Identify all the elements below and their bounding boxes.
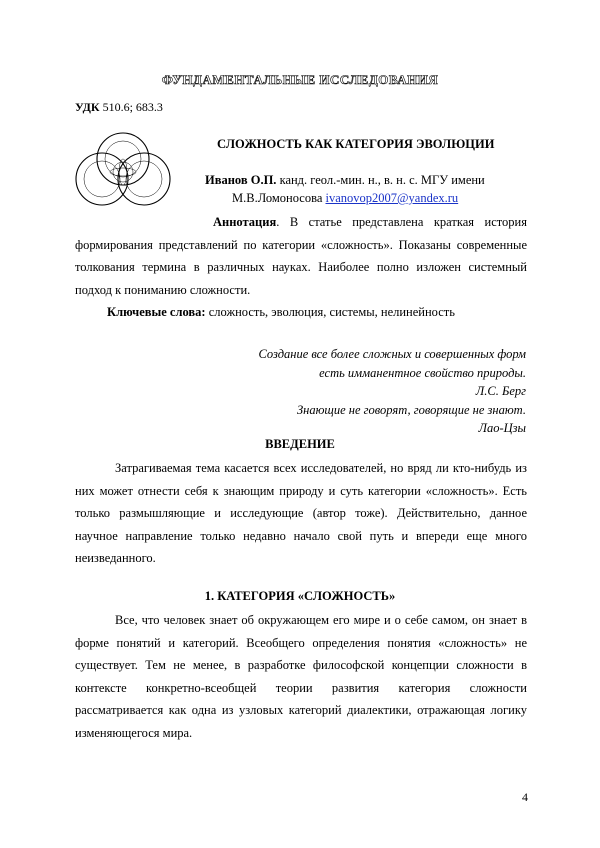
journal-header: ФУНДАМЕНТАЛЬНЫЕ ИССЛЕДОВАНИЯ (161, 72, 439, 87)
author-name: Иванов О.П. (205, 173, 277, 187)
abstract (75, 211, 527, 301)
section1-heading: 1. КАТЕГОРИЯ «СЛОЖНОСТЬ» (204, 589, 396, 603)
abstract-text: . В статье представлена краткая история формирования представлений по категории «сложность». Показаны современные толкования термина в различных науках. Наиболее полно изложен системный подход к пониманию сложности. (75, 215, 527, 297)
keywords-label: Ключевые слова: (107, 305, 206, 319)
udk-line (75, 100, 163, 115)
page-number: 4 (522, 790, 528, 804)
udk-value: 510.6; 683.3 (102, 100, 163, 114)
author-affiliation: канд. геол.-мин. н., в. н. с. МГУ имени (279, 173, 485, 187)
abstract-label: Аннотация (213, 215, 277, 229)
article-title: СЛОЖНОСТЬ КАК КАТЕГОРИЯ ЭВОЛЮЦИИ (217, 137, 495, 151)
intro-heading: ВВЕДЕНИЕ (265, 437, 335, 451)
epigraph-author: Л.С. Берг (475, 384, 526, 398)
udk-label: УДК (75, 100, 100, 114)
keywords-text: сложность, эволюция, системы, нелинейность (208, 305, 455, 319)
epigraph-line: Создание все более сложных и совершенных форм (258, 347, 526, 361)
epigraph-line: Знающие не говорят, говорящие не знают. (296, 403, 526, 417)
author-email-link[interactable]: ivanovop2007@yandex.ru (325, 191, 459, 205)
three-circles-logo-icon (68, 130, 178, 206)
keywords (107, 305, 455, 320)
author-line-2 (232, 191, 458, 206)
author-line-1 (205, 173, 485, 188)
author-university: М.В.Ломоносова (232, 191, 323, 205)
intro-paragraph: Затрагиваемая тема касается всех исследователей, но вряд ли кто-нибудь из них может отнести себя к знающим природу и суть категории «сложность». Есть только размышляющие и исследующие (автор тоже). Действительно, данное научное направление только недавно начало свой путь и впереди еще много неизведанного. (75, 461, 527, 566)
epigraph-author: Лао-Цзы (478, 421, 526, 435)
epigraph-line: есть имманентное свойство природы. (319, 366, 526, 380)
section1-paragraph: Все, что человек знает об окружающем его мире и о себе самом, он знает в форме понятий и категорий. Всеобщего определения понятия «сложность» не существует. Тем не менее, в разработке философской концепции сложности в контексте конкретно-всеобщей теории развития категория сложности рассматривается как одна из узловых категорий диалектики, отражающая логику изменяющегося мира. (75, 613, 527, 740)
